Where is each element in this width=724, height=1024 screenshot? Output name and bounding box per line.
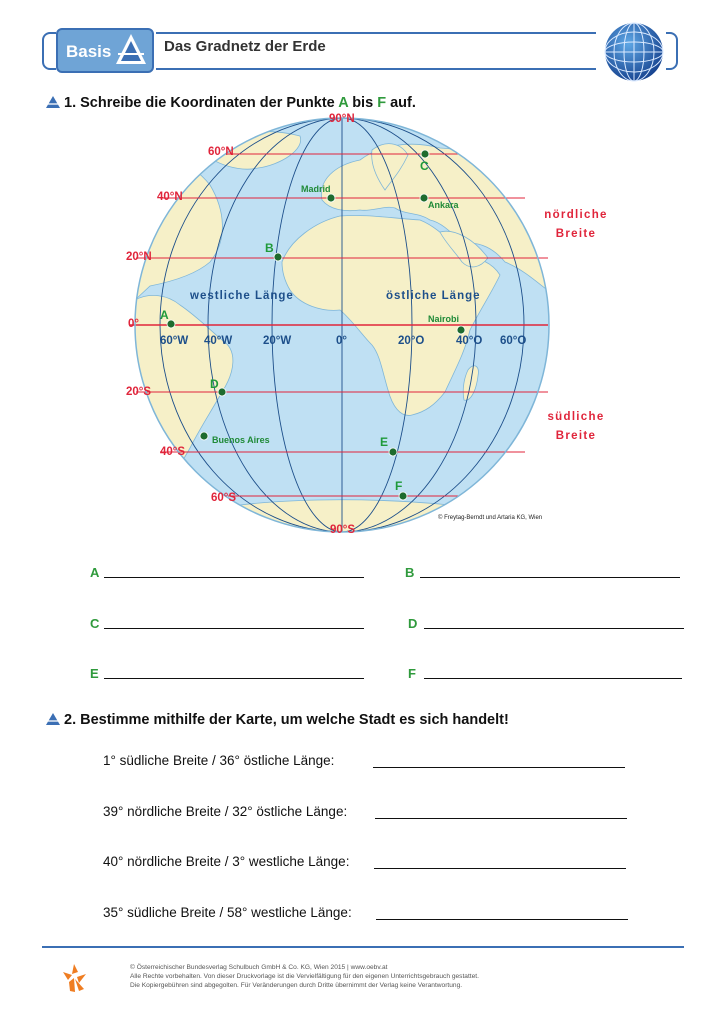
point-b	[274, 253, 282, 261]
point-f	[399, 492, 407, 500]
task-1-text-after: auf.	[390, 95, 416, 111]
lat-label-90n: 90°N	[329, 113, 355, 125]
task-1-letter-to: F	[377, 95, 387, 111]
lon-label-60w: 60°W	[160, 335, 189, 347]
city-nairobi-dot	[457, 326, 465, 334]
answer-line-b[interactable]	[420, 577, 680, 578]
city-madrid-dot	[327, 194, 335, 202]
task-2-number: 2.	[64, 712, 77, 728]
answer-line-c[interactable]	[104, 628, 364, 629]
point-label-b: B	[265, 241, 274, 255]
lat-label-60s: 60°S	[211, 492, 237, 504]
footer-line-2: Alle Rechte vorbehalten. Von dieser Druckvorlage ist die Vervielfältigung für den eigenen Unterrichtsgebrauch gestattet.	[130, 973, 479, 980]
point-label-d: D	[210, 377, 219, 391]
lat-label-90s: 90°S	[330, 524, 356, 536]
region-east: östliche Länge	[386, 290, 481, 302]
lat-label-40s: 40°S	[160, 446, 186, 458]
task-1-text-mid: bis	[352, 95, 374, 111]
point-e	[389, 448, 397, 456]
point-label-e: E	[380, 435, 389, 449]
question-3-answer-line[interactable]	[374, 868, 626, 869]
answer-line-f[interactable]	[424, 678, 682, 679]
city-label-nairobi: Nairobi	[428, 314, 460, 324]
answer-label-b: B	[405, 565, 415, 580]
lon-label-40o: 40°O	[456, 335, 483, 347]
lat-label-0: 0°	[128, 318, 139, 330]
footer-line-3: Die Kopiergebühren sind abgegolten. Für Veränderungen durch Dritte übernimmt der Verlag keine Verantwortung.	[130, 982, 463, 989]
question-1: 1° südliche Breite / 36° östliche Länge:	[103, 753, 335, 768]
lat-label-20s: 20°S	[126, 386, 152, 398]
task-1-number: 1.	[64, 95, 77, 111]
city-label-buenos-aires: Buenos Aires	[212, 435, 270, 445]
lat-label-40n: 40°N	[157, 191, 183, 203]
question-4: 35° südliche Breite / 58° westliche Länge:	[103, 905, 352, 920]
lon-label-20w: 20°W	[263, 335, 292, 347]
map-copyright: © Freytag-Berndt und Artaria KG, Wien	[438, 515, 543, 521]
answer-label-c: C	[90, 616, 100, 631]
region-west: westliche Länge	[190, 290, 294, 302]
lon-label-40w: 40°W	[204, 335, 233, 347]
point-label-a: A	[160, 308, 169, 322]
city-ankara-dot	[420, 194, 428, 202]
point-label-c: C	[420, 159, 429, 173]
answer-label-f: F	[408, 666, 416, 681]
region-south	[536, 408, 616, 446]
lon-label-20o: 20°O	[398, 335, 425, 347]
task-2-text: Bestimme mithilfe der Karte, um welche Stadt es sich handelt!	[80, 712, 509, 728]
publisher-logo-icon	[60, 962, 88, 994]
answer-line-a[interactable]	[104, 577, 364, 578]
lat-label-60n: 60°N	[208, 146, 234, 158]
task-1-letter-from: A	[338, 95, 349, 111]
task-2-title	[64, 712, 509, 728]
region-south-line1: südliche	[547, 411, 605, 423]
question-2-answer-line[interactable]	[375, 818, 627, 819]
point-label-f: F	[395, 479, 403, 493]
answer-label-d: D	[408, 616, 418, 631]
point-d	[218, 388, 226, 396]
answer-label-e: E	[90, 666, 99, 681]
city-label-ankara: Ankara	[428, 200, 459, 210]
lon-label-0: 0°	[336, 335, 347, 347]
question-2: 39° nördliche Breite / 32° östliche Länge:	[103, 804, 348, 819]
footer-rule	[42, 946, 684, 948]
footer-line-1: © Österreichischer Bundesverlag Schulbuch GmbH & Co. KG, Wien 2015 | www.oebv.at	[130, 964, 388, 971]
region-north-line2: Breite	[555, 228, 597, 240]
question-4-answer-line[interactable]	[376, 919, 628, 920]
region-north	[536, 206, 616, 244]
region-south-line2: Breite	[555, 430, 597, 442]
question-3: 40° nördliche Breite / 3° westliche Länge:	[103, 854, 350, 869]
answer-line-d[interactable]	[424, 628, 684, 629]
lat-label-20n: 20°N	[126, 251, 152, 263]
page-title: Das Gradnetz der Erde	[164, 38, 326, 55]
city-label-madrid: Madrid	[301, 184, 331, 194]
task-1-text: Schreibe die Koordinaten der Punkte	[80, 95, 335, 111]
level-badge-label: Basis	[66, 42, 112, 61]
task-level-icon-2	[45, 712, 61, 726]
answer-line-e[interactable]	[104, 678, 364, 679]
city-buenos-aires-dot	[200, 432, 208, 440]
question-1-answer-line[interactable]	[373, 767, 625, 768]
point-c	[421, 150, 429, 158]
answer-label-a: A	[90, 565, 100, 580]
lon-label-60o: 60°O	[500, 335, 527, 347]
region-north-line1: nördliche	[544, 209, 608, 221]
